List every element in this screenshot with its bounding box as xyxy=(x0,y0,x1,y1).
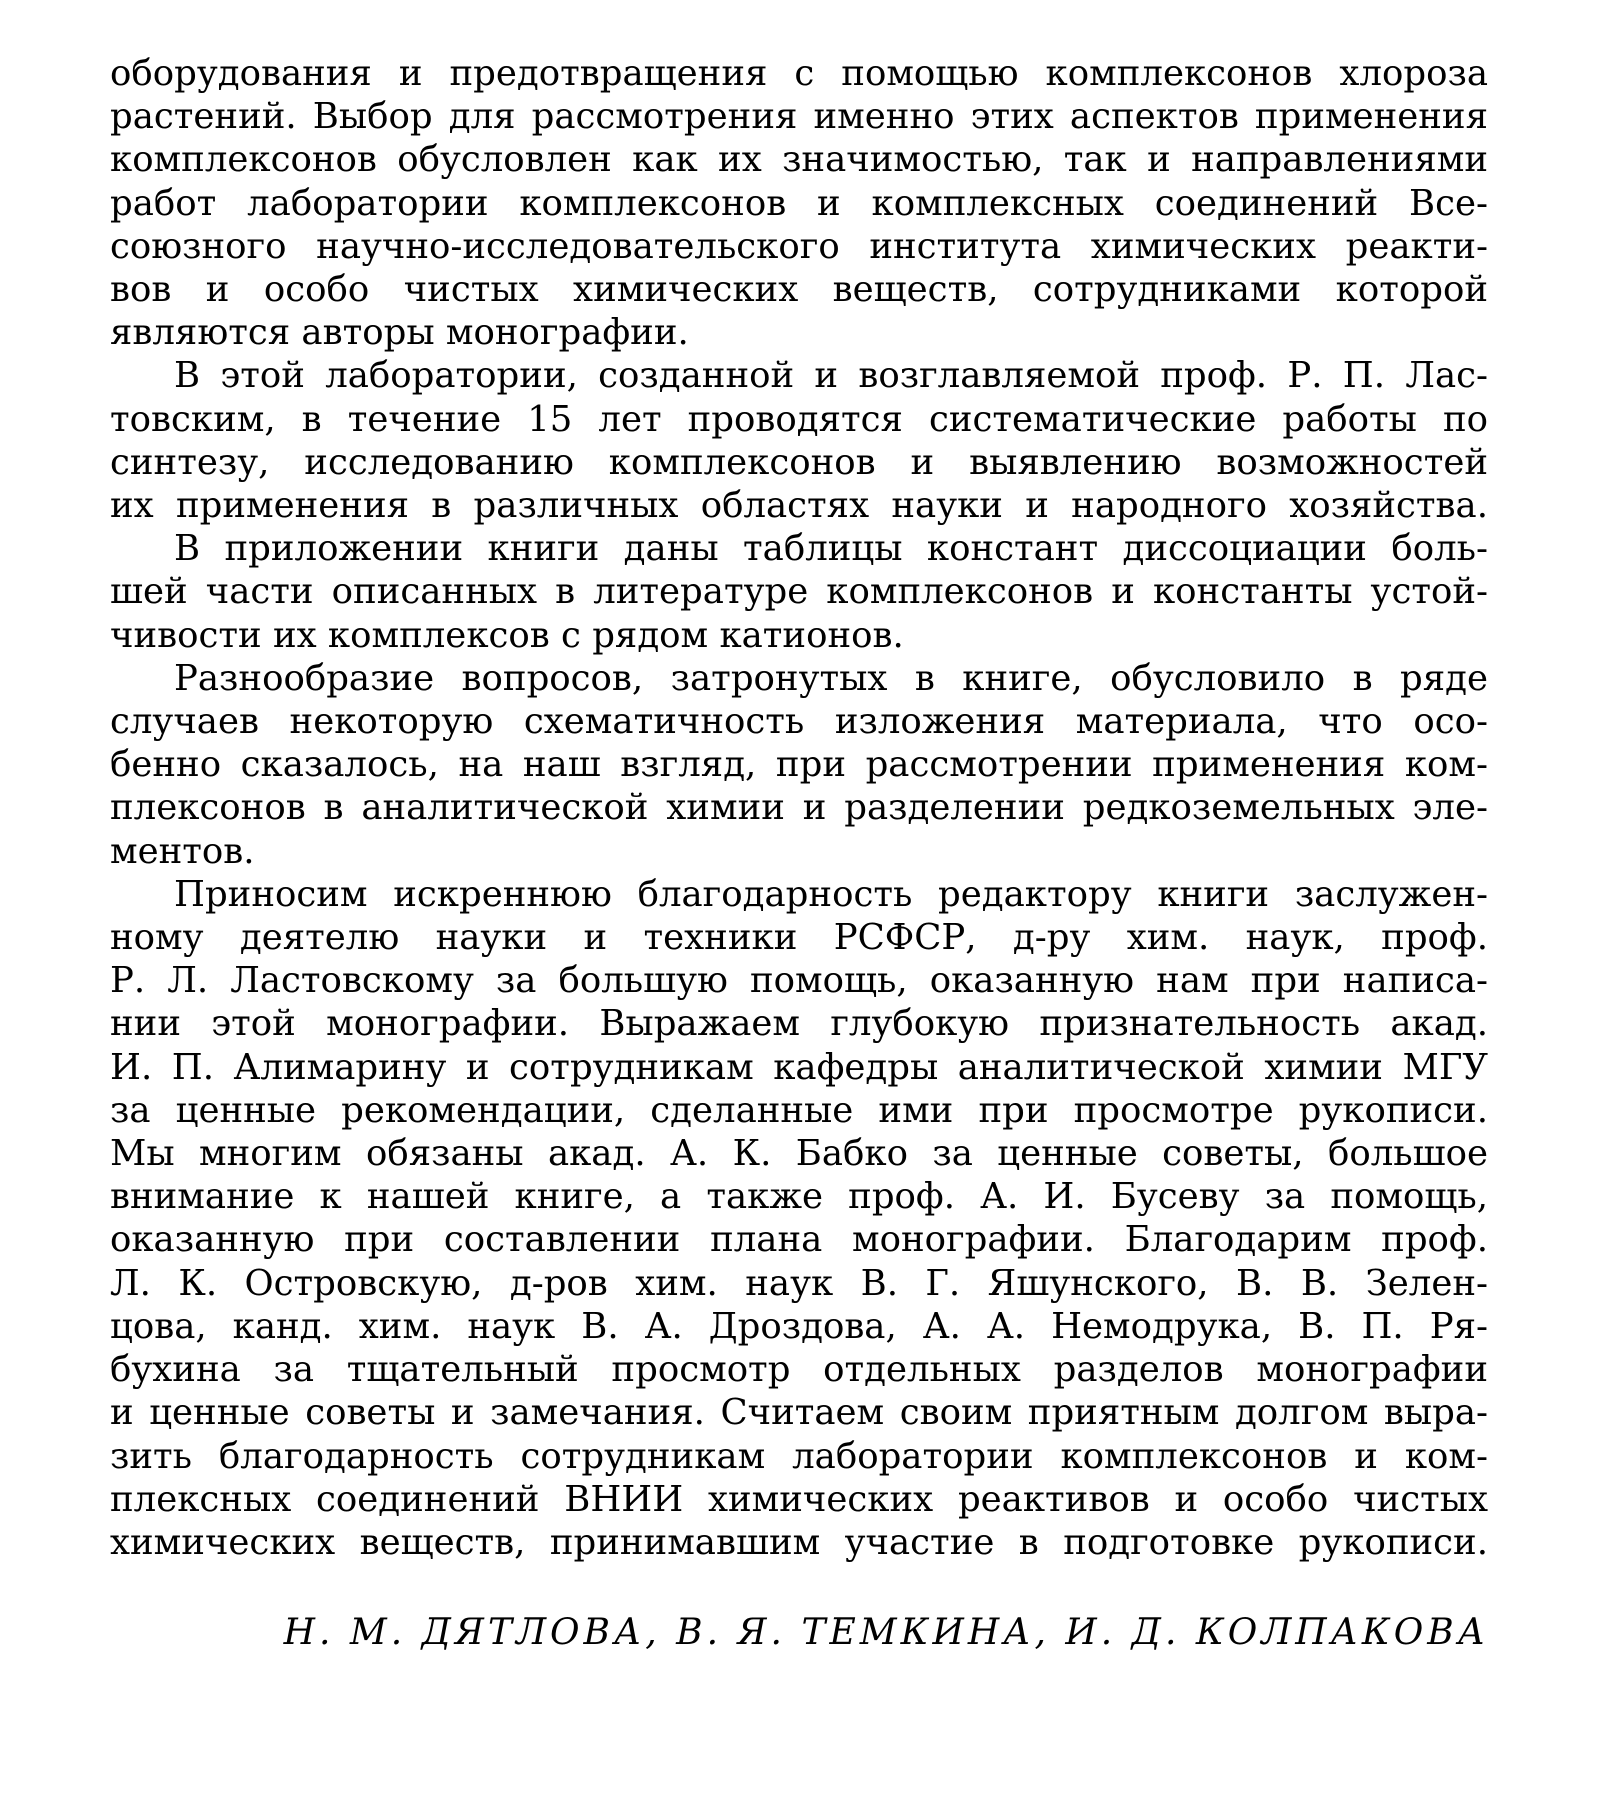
text-line: Приносим искреннюю благодарность редактору книги заслужен- xyxy=(174,873,1488,915)
text-line: В приложении книги даны таблицы констант диссоциации боль- xyxy=(174,528,1488,570)
text-line: В этой лаборатории, созданной и возглавляемой проф. Р. П. Лас- xyxy=(174,355,1488,397)
text-line: нии этой монографии. Выражаем глубокую признательность акад. xyxy=(110,1003,1488,1045)
text-line: их применения в различных областях науки и народного хозяйства. xyxy=(110,485,1488,527)
text-line: растений. Выбор для рассмотрения именно этих аспектов применения xyxy=(110,96,1488,138)
text-line: зить благодарность сотрудникам лаборатории комплексонов и ком- xyxy=(110,1435,1488,1477)
text-line: синтезу, исследованию комплексонов и выявлению возможностей xyxy=(110,441,1488,483)
text-line: Разнообразие вопросов, затронутых в книге, обусловило в ряде xyxy=(174,657,1488,699)
text-line: Л. К. Островскую, д-ров хим. наук В. Г. Яшунского, В. В. Зелен- xyxy=(110,1262,1488,1304)
text-line: ному деятелю науки и техники РСФСР, д-ру хим. наук, проф. xyxy=(110,917,1488,959)
text-line: И. П. Алимарину и сотрудникам кафедры аналитической химии МГУ xyxy=(110,1046,1488,1088)
text-line: за ценные рекомендации, сделанные ими при просмотре рукописи. xyxy=(110,1089,1488,1131)
text-line: химических веществ, принимавшим участие в подготовке рукописи. xyxy=(110,1521,1488,1563)
text-line: вов и особо чистых химических веществ, сотрудниками которой xyxy=(110,269,1488,311)
text-line: бухина за тщательный просмотр отдельных разделов монографии xyxy=(110,1349,1488,1391)
text-line: оказанную при составлении плана монографии. Благодарим проф. xyxy=(110,1219,1488,1261)
text-line: внимание к нашей книге, а также проф. А. И. Бусеву за помощь, xyxy=(110,1176,1488,1218)
text-line: шей части описанных в литературе комплексонов и константы устой- xyxy=(110,571,1488,613)
text-line: оборудования и предотвращения с помощью комплексонов хлороза xyxy=(110,53,1488,94)
text-line: являются авторы монографии. xyxy=(110,312,689,354)
text-line: союзного научно-исследовательского института химических реакти- xyxy=(110,225,1488,267)
text-line: работ лаборатории комплексонов и комплексных соединений Все- xyxy=(110,182,1488,224)
text-line: и ценные советы и замечания. Считаем своим приятным долгом выра- xyxy=(110,1392,1488,1434)
text-line: цова, канд. хим. наук В. А. Дроздова, А. А. Немодрука, В. П. Ря- xyxy=(110,1305,1488,1347)
text-line: комплексонов обусловлен как их значимостью, так и направлениями xyxy=(110,139,1488,181)
text-line: случаев некоторую схематичность изложения материала, что осо- xyxy=(110,701,1488,743)
text-line: Мы многим обязаны акад. А. К. Бабко за ценные советы, большое xyxy=(110,1133,1488,1175)
text-line: чивости их комплексов с рядом катионов. xyxy=(110,614,904,656)
preface-text xyxy=(110,52,1488,1564)
authors-signature: Н. М. ДЯТЛОВА, В. Я. ТЕМКИНА, И. Д. КОЛПАКОВА xyxy=(283,1612,1489,1653)
text-line: плексных соединений ВНИИ химических реактивов и особо чистых xyxy=(110,1478,1488,1520)
text-line: товским, в течение 15 лет проводятся систематические работы по xyxy=(110,398,1488,440)
text-line: плексонов в аналитической химии и разделении редкоземельных эле- xyxy=(110,787,1488,829)
text-line: Р. Л. Ластовскому за большую помощь, оказанную нам при написа- xyxy=(110,960,1488,1002)
text-line: ментов. xyxy=(110,830,255,872)
text-line: бенно сказалось, на наш взгляд, при рассмотрении применения ком- xyxy=(110,744,1488,786)
